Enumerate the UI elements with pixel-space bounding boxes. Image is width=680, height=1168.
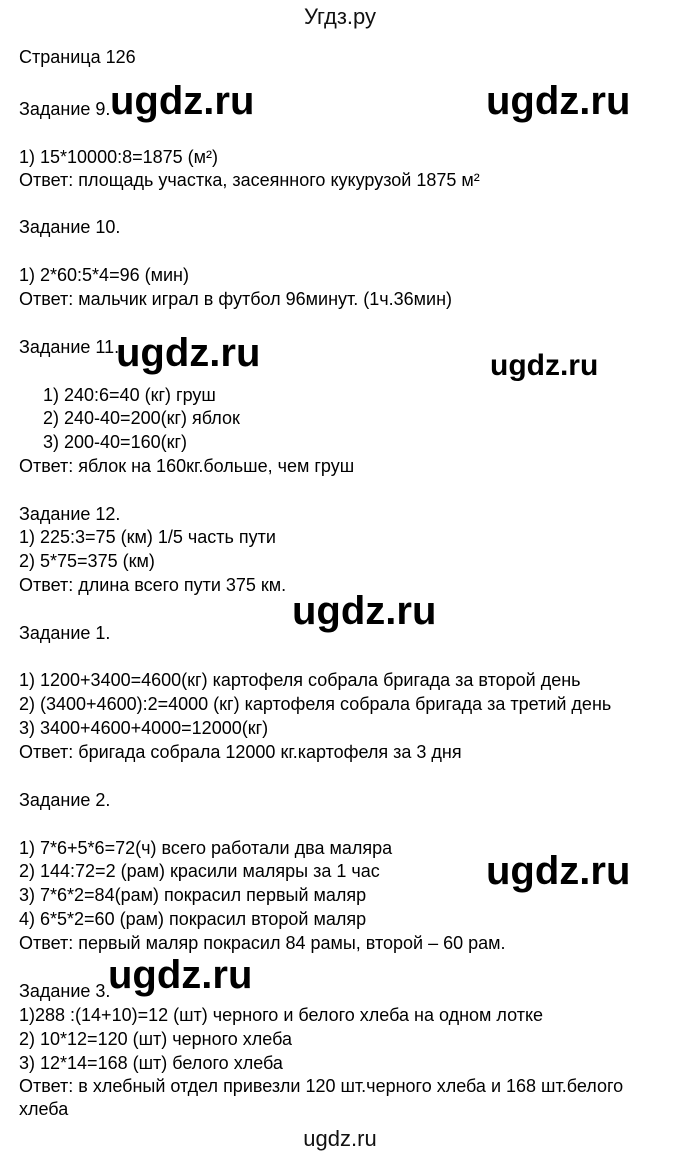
watermark: ugdz.ru <box>116 331 261 375</box>
solution-line: 1) 225:3=75 (км) 1/5 часть пути <box>19 527 276 547</box>
watermark: ugdz.ru <box>108 953 253 997</box>
task-heading: Задание 2. <box>19 790 111 810</box>
solution-line: 1) 2*60:5*4=96 (мин) <box>19 265 189 285</box>
solution-line: 2) 10*12=120 (шт) черного хлеба <box>19 1029 293 1049</box>
task-heading: Задание 1. <box>19 623 111 643</box>
answer-line: Ответ: бригада собрала 12000 кг.картофеля за 3 дня <box>19 742 462 762</box>
solution-line: 3) 200-40=160(кг) <box>43 432 188 452</box>
solution-line: 1) 7*6+5*6=72(ч) всего работали два маляра <box>19 838 393 858</box>
solution-line: 1)288 :(14+10)=12 (шт) черного и белого хлеба на одном лотке <box>19 1005 544 1025</box>
solution-line: 1) 240:6=40 (кг) груш <box>43 385 216 405</box>
page-number: Страница 126 <box>19 47 136 67</box>
watermark: ugdz.ru <box>486 79 631 123</box>
watermark: ugdz.ru <box>490 349 599 382</box>
solution-line: 1) 15*10000:8=1875 (м²) <box>19 147 219 167</box>
answer-line: Ответ: площадь участка, засеянного кукурузой 1875 м² <box>19 170 480 190</box>
answer-line: Ответ: мальчик играл в футбол 96минут. (1ч.36мин) <box>19 289 453 309</box>
task-heading: Задание 9. <box>19 99 111 119</box>
watermark: ugdz.ru <box>110 79 255 123</box>
solution-line: 3) 3400+4600+4000=12000(кг) <box>19 718 269 738</box>
task-heading: Задание 12. <box>19 504 121 524</box>
site-header: Угдз.ру <box>303 4 377 29</box>
answer-line: Ответ: первый маляр покрасил 84 рамы, второй – 60 рам. <box>19 933 506 953</box>
watermark: ugdz.ru <box>292 589 437 633</box>
solution-line: 1) 1200+3400=4600(кг) картофеля собрала бригада за второй день <box>19 670 581 690</box>
answer-line: Ответ: яблок на 160кг.больше, чем груш <box>19 456 355 476</box>
task-heading: Задание 3. <box>19 981 111 1001</box>
task-heading: Задание 10. <box>19 217 121 237</box>
solution-line: 3) 7*6*2=84(рам) покрасил первый маляр <box>19 885 367 905</box>
answer-line: Ответ: длина всего пути 375 км. <box>19 575 287 595</box>
watermark: ugdz.ru <box>486 849 631 893</box>
site-footer: ugdz.ru <box>303 1126 377 1151</box>
solution-line: 2) 5*75=375 (км) <box>19 551 155 571</box>
answer-line: Ответ: в хлебный отдел привезли 120 шт.черного хлеба и 168 шт.белого <box>19 1076 624 1096</box>
solution-line: 3) 12*14=168 (шт) белого хлеба <box>19 1053 283 1073</box>
answer-line-continued: хлеба <box>19 1099 69 1119</box>
solution-line: 2) 240-40=200(кг) яблок <box>43 408 240 428</box>
solution-line: 2) 144:72=2 (рам) красили маляры за 1 час <box>19 861 380 881</box>
solution-line: 2) (3400+4600):2=4000 (кг) картофеля собрала бригада за третий день <box>19 694 612 714</box>
task-heading: Задание 11. <box>19 337 120 357</box>
solution-line: 4) 6*5*2=60 (рам) покрасил второй маляр <box>19 909 367 929</box>
